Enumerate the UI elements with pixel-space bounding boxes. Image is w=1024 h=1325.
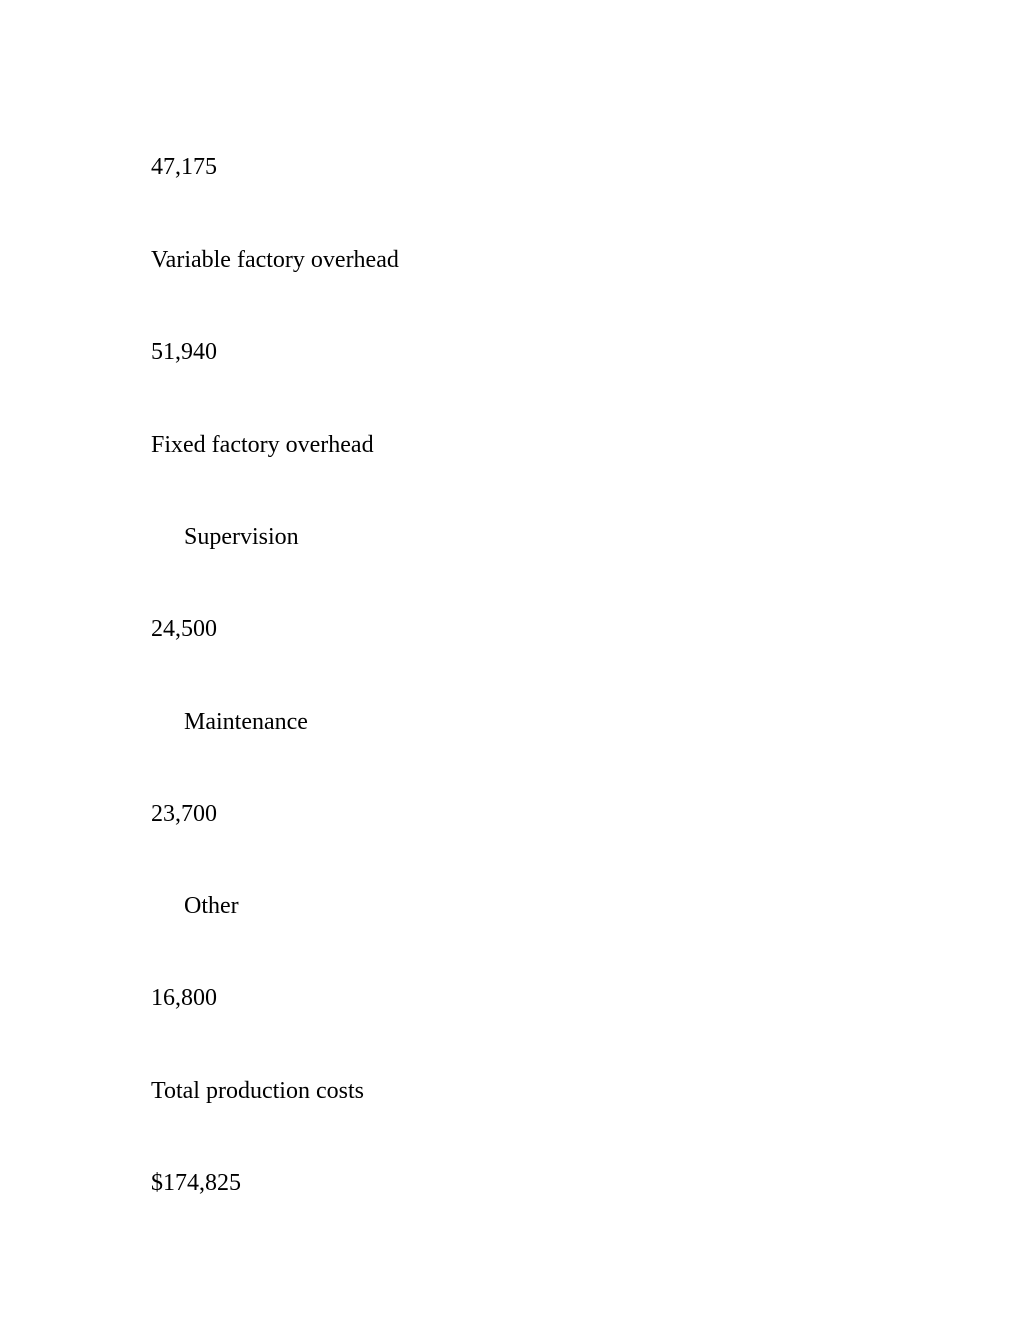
total-production-costs-label: Total production costs [151,1078,364,1104]
maintenance-label: Maintenance [184,709,308,735]
other-amount: 16,800 [151,985,217,1011]
variable-factory-overhead-label: Variable factory overhead [151,247,399,273]
variable-overhead-amount: 51,940 [151,339,217,365]
maintenance-amount: 23,700 [151,801,217,827]
supervision-label: Supervision [184,524,299,550]
other-label: Other [184,893,239,919]
fixed-factory-overhead-label: Fixed factory overhead [151,432,374,458]
amount-47175: 47,175 [151,154,217,180]
total-production-costs-amount: $174,825 [151,1170,241,1196]
supervision-amount: 24,500 [151,616,217,642]
